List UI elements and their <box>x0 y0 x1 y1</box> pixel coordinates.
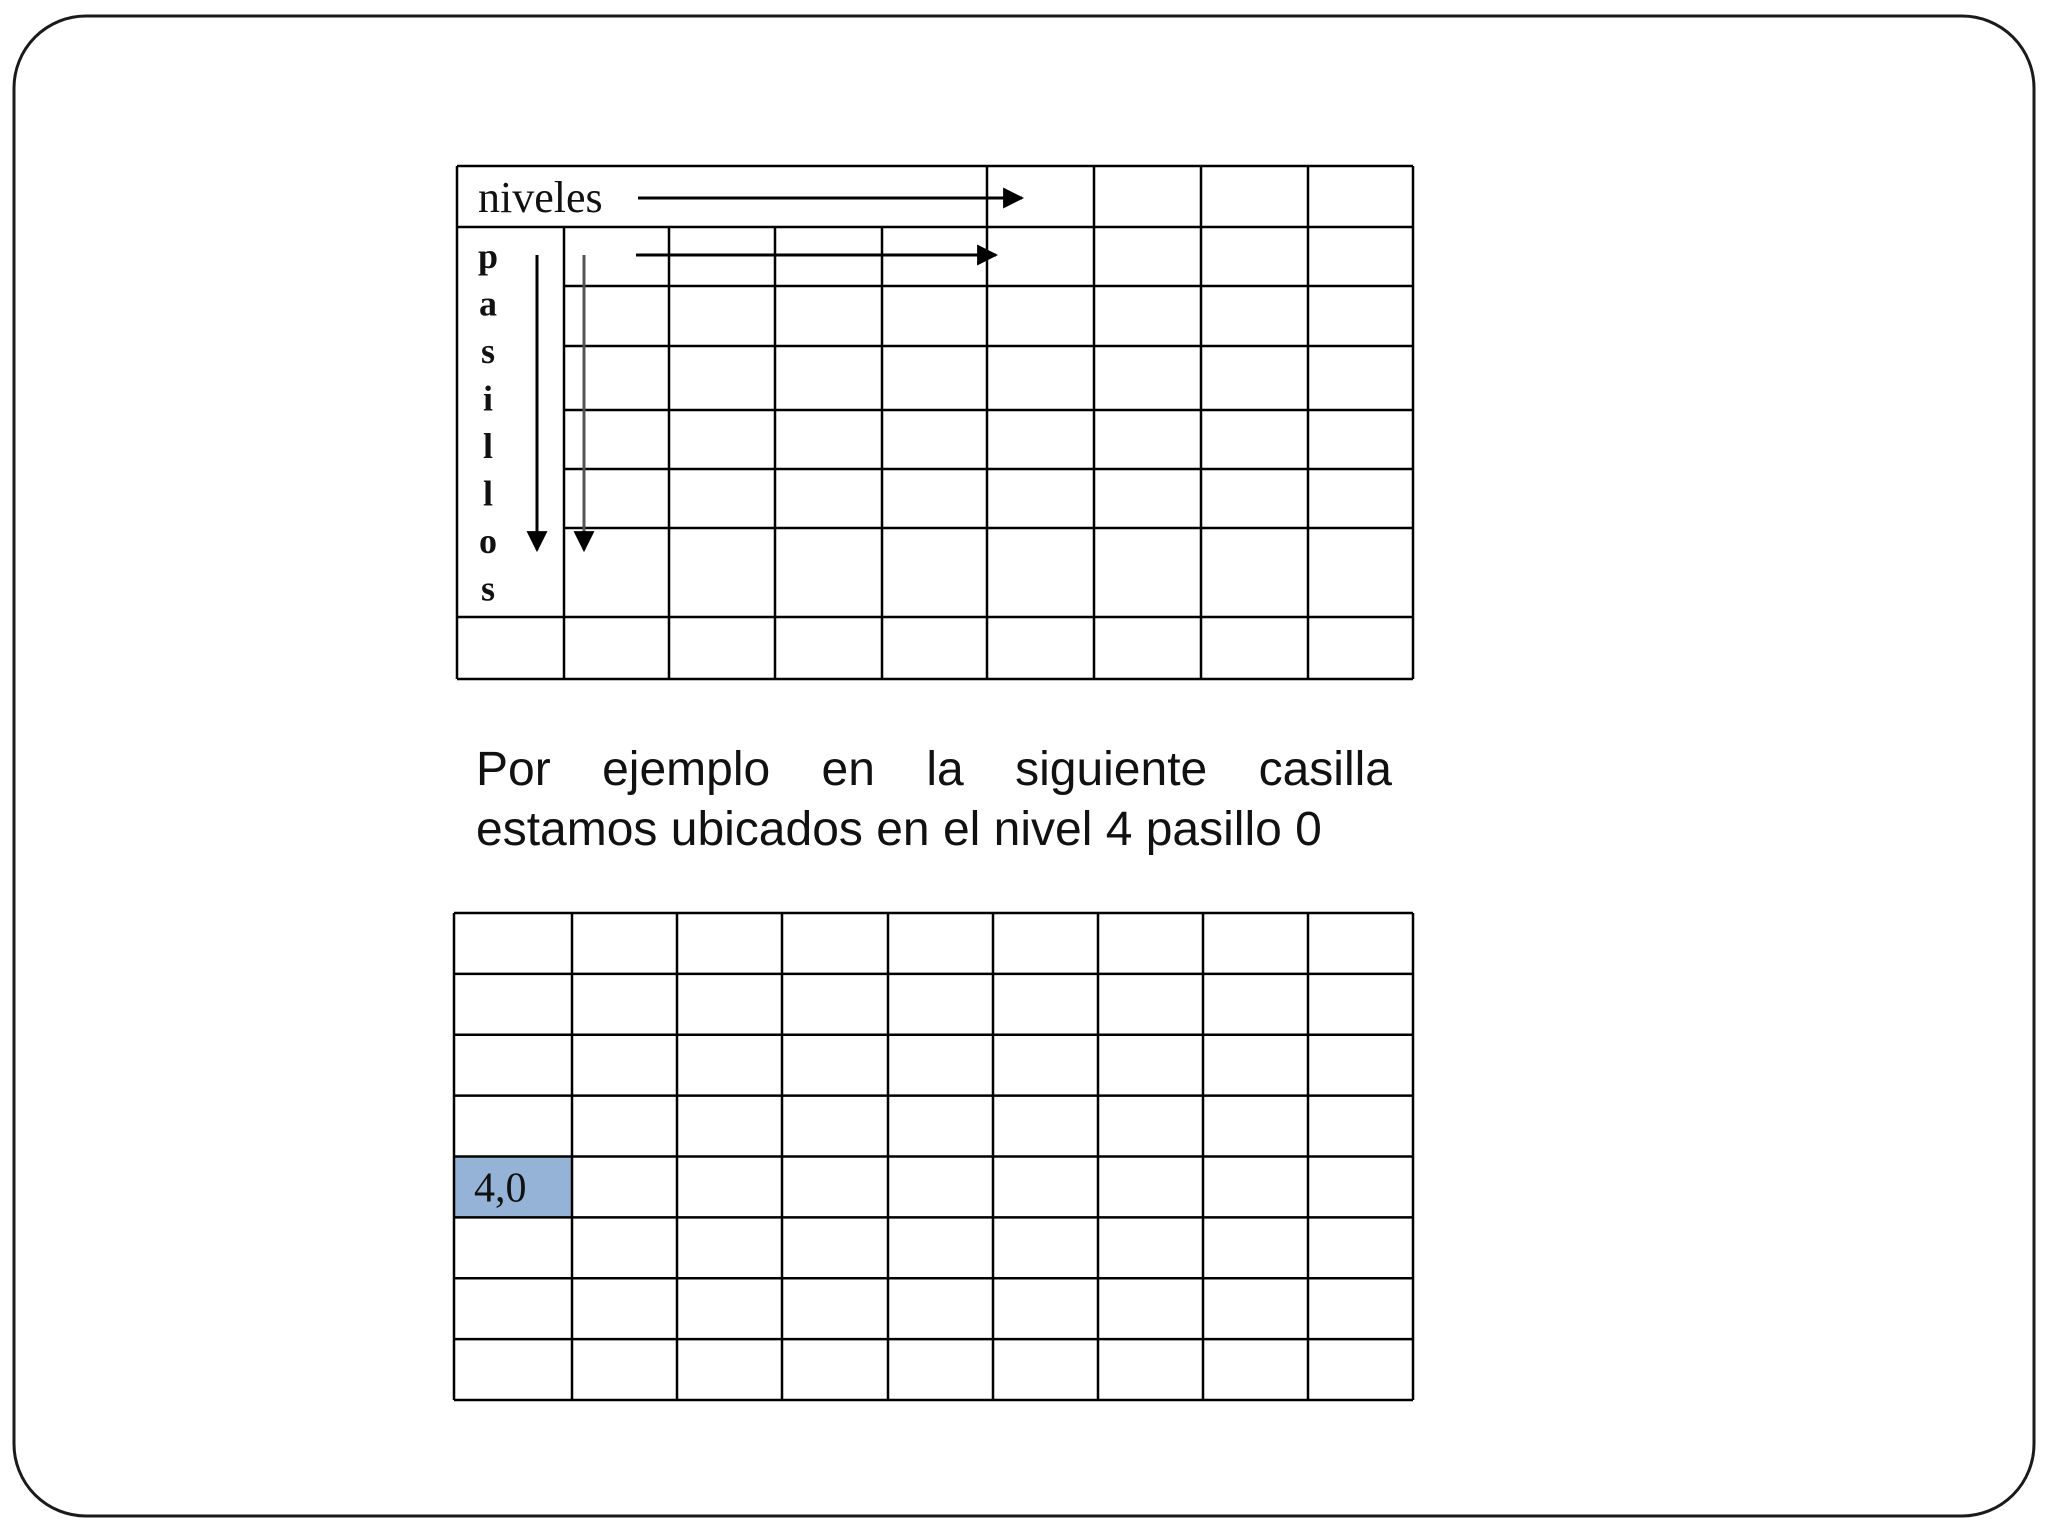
pasillos-letter: s <box>480 568 496 609</box>
pasillos-letter: i <box>482 378 494 419</box>
caption-line-2: estamos ubicados en el nivel 4 pasillo 0 <box>476 803 1322 856</box>
pasillos-letter: l <box>482 426 494 466</box>
caption-line-1: Por ejemplo en la siguiente casilla <box>476 743 1392 796</box>
pasillos-letter: p <box>477 236 499 276</box>
caption <box>476 740 1392 860</box>
pasillos-letter: a <box>479 283 497 324</box>
pasillos-letter: o <box>479 521 497 561</box>
pasillos-letter: s <box>480 331 496 371</box>
niveles-label: niveles <box>478 173 603 222</box>
highlighted-cell-label: 4,0 <box>474 1165 527 1212</box>
pasillos-letter: l <box>482 473 494 514</box>
